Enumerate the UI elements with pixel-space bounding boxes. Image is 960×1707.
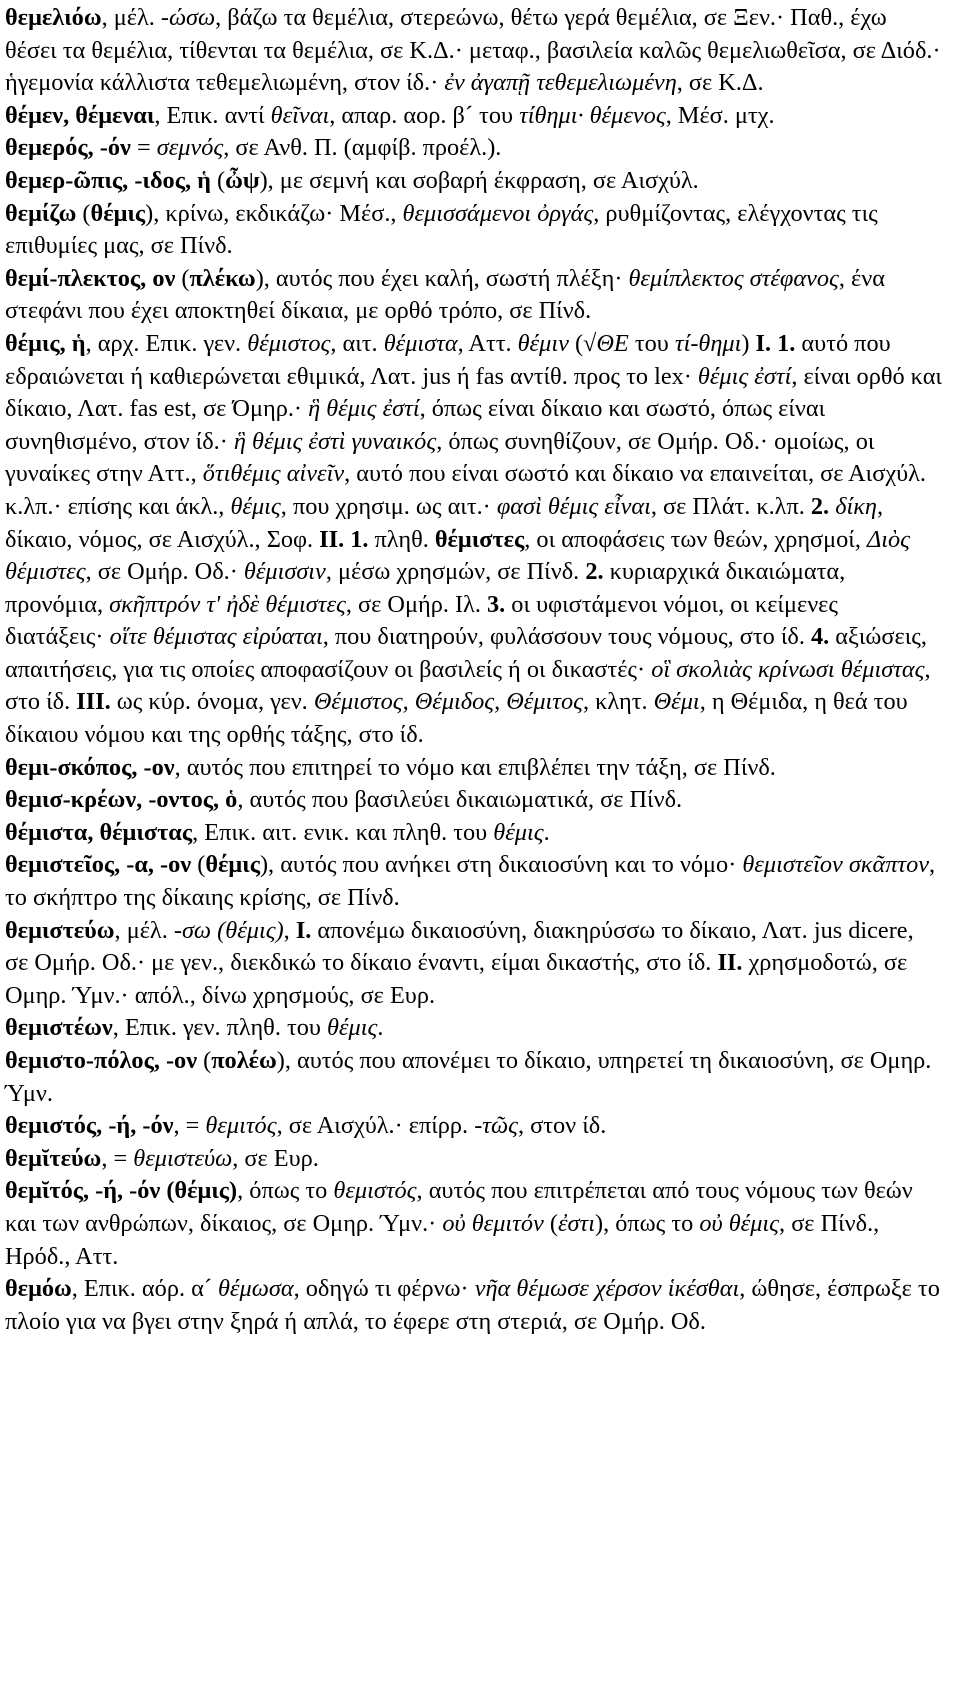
entry-text: , στο ίδ. — [5, 655, 931, 716]
entry-text: , = — [101, 1144, 134, 1172]
entry-text: κυριαρχικά δικαιώματα, προνόμια, — [5, 558, 846, 618]
entry-italic-text: θεμιστός — [333, 1177, 417, 1205]
entry-themis — [5, 328, 942, 752]
entry-text: , σε Πίνδ., Ηρόδ., Αττ. — [5, 1209, 880, 1270]
entry-text: , που χρησιμ. ως αιτ.· — [280, 492, 497, 520]
entry-headword-text: θέμις, ἡ — [5, 329, 86, 357]
entry-italic-text: ΘΕ — [596, 329, 629, 357]
entry-text: , σε Αισχύλ.· επίρρ. — [276, 1112, 475, 1140]
entry-headword-text: I. 1. — [755, 329, 796, 357]
entry-themisteios — [5, 849, 942, 914]
entry-italic-text: -τῶς — [474, 1112, 518, 1140]
entry-text: (√ — [568, 329, 597, 357]
entry-text: , μέλ. — [101, 4, 161, 31]
entry-text: , κλητ. — [583, 688, 654, 716]
entry-italic-text: -σω (θέμις) — [173, 916, 284, 944]
entry-text: , σε Ομήρ. Ιλ. — [345, 590, 487, 618]
entry-text: του — [628, 329, 675, 357]
entry-headword-text: I. — [295, 916, 312, 944]
entry-headword-text: θέμις — [205, 851, 260, 879]
entry-text: , όπως συνηθίζουν, σε Ομήρ. Οδ.· ομοίως, οι γυναίκες στην Αττ., — [5, 427, 875, 488]
entry-italic-text: θέμωσα — [217, 1275, 294, 1303]
entry-text: , που διατηρούν, φυλάσσουν τους νόμους, στο ίδ. — [322, 623, 811, 651]
entry-text: οι υφιστάμενοι νόμοι, οι κείμενες διατάξεις· — [5, 590, 838, 651]
entry-text: , οι αποφάσεις των θεών, χρησμοί, — [524, 525, 867, 553]
entry-headword-text: θεμῐτός, -ή, -όν (θέμις) — [5, 1177, 238, 1205]
entry-headword-text: II. — [717, 949, 743, 977]
entry-text: ( — [210, 166, 226, 194]
entry-text: ( — [175, 264, 190, 292]
entry-text: πληθ. — [368, 525, 435, 553]
entry-headword-text: θεμιστεῖος, -α, -ον — [5, 851, 192, 879]
entry-headword-text: θεμιστός, -ή, -όν — [5, 1112, 174, 1140]
entry-text: απονέμω δικαιοσύνη, διακηρύσσω το δίκαιο, Λατ. jus dicere, σε Ομήρ. Οδ.· με γεν., διεκδικώ το δίκαιο έναντι, είμαι δικαστής, στο ίδ. — [5, 916, 914, 977]
entry-headword-text: θεμιστο-πόλος, -ον — [5, 1047, 198, 1074]
entry-text: , Μέσ. μτχ. — [665, 101, 775, 129]
entry-italic-text: Θέμι — [653, 688, 700, 716]
entry-text: , σε Πλάτ. κ.λπ. — [650, 492, 811, 520]
entry-themeropis — [5, 165, 942, 198]
entry-themizo — [5, 198, 942, 263]
entry-headword-text: πολέω — [211, 1047, 277, 1074]
entry-text: , ένα στεφάνι που έχει αποκτηθεί δίκαια, με ορθό τρόπο, σε Πίνδ. — [5, 264, 885, 325]
entry-italic-text: θεῖναι — [270, 101, 330, 129]
entry-text: , η Θέμιδα, η θεά του δίκαιου νόμου και της ορθής τάξης, στο ίδ. — [5, 688, 908, 749]
entry-text: = — [130, 134, 157, 162]
entry-themiplektos — [5, 263, 942, 328]
entry-text: . — [543, 818, 550, 846]
entry-italic-text: θεμίπλεκτος στέφανος — [628, 264, 839, 292]
entry-italic-text: θέμισσιν — [243, 558, 326, 586]
entry-themiskreon — [5, 784, 942, 817]
entry-text: ), κρίνω, εκδικάζω· Μέσ., — [145, 199, 403, 227]
entry-italic-text: φασὶ θέμις εἶναι — [496, 492, 651, 520]
entry-italic-text: θέμις — [230, 492, 281, 520]
entry-italic-text: θέμις — [493, 818, 544, 846]
entry-italic-text: ἐστι — [557, 1209, 595, 1237]
entry-headword-text: ὦψ — [225, 166, 260, 194]
entry-themistopolos — [5, 1045, 942, 1110]
entry-text: , στον ίδ. — [518, 1112, 607, 1140]
entry-headword-text: θεμερ-ῶπις, -ιδος, ἡ — [5, 166, 211, 194]
entry-italic-text: οὐ θέμις — [699, 1209, 780, 1237]
entry-text: αξιώσεις, απαιτήσεις, για τις οποίες αποφασίζουν οι βασιλείς ή οι δικαστές· — [5, 623, 927, 683]
entry-italic-text: ὅτιθέμις αἰνεῖν — [202, 460, 345, 488]
entry-text: . — [377, 1014, 384, 1042]
entry-text: , αυτός που βασιλεύει δικαιωματικά, σε Πίνδ. — [237, 786, 683, 814]
entry-text: ) — [741, 329, 756, 357]
entry-text: ως κύρ. όνομα, γεν. — [110, 688, 314, 716]
entry-headword-text: θέμιστες — [434, 525, 525, 553]
entry-italic-text: -ώσω — [160, 4, 216, 31]
entry-italic-text: ἣ θέμις ἐστί — [308, 395, 420, 423]
entry-themelioo — [5, 2, 942, 100]
entry-themistos — [5, 1110, 942, 1143]
entry-headword-text: θεμιστεύω — [5, 916, 115, 944]
entry-themeros — [5, 132, 942, 165]
entry-themen — [5, 100, 942, 133]
entry-themiteuo — [5, 1143, 942, 1176]
entry-text: , όπως το — [237, 1177, 334, 1205]
entry-headword-text: θεμερός, -όν — [5, 134, 131, 162]
entry-italic-text: τίθημι· θέμενος — [519, 101, 666, 129]
entry-themiskopos — [5, 752, 942, 785]
entry-italic-text: σεμνός — [156, 134, 224, 162]
entry-text: ( — [197, 1047, 212, 1074]
entry-text: αυτό που εδραιώνεται ή καθιερώνεται εθιμικά, Λατ. jus ή fas αντίθ. προς το lex· — [5, 329, 891, 390]
entry-headword-text: II. 1. — [319, 525, 369, 553]
entry-text: ( — [76, 199, 91, 227]
entry-text: , είναι ορθό και δίκαιο, Λατ. fas est, σε Όμηρ.· — [5, 362, 942, 423]
entry-italic-text: Διὸς θέμιστες — [5, 525, 911, 586]
entry-headword-text: θεμελιόω — [5, 4, 102, 31]
entry-italic-text: θέμιστα — [383, 329, 458, 357]
entry-text: , αυτός που επιτηρεί το νόμο και επιβλέπει την τάξη, σε Πίνδ. — [174, 753, 776, 781]
entry-text: , Αττ. — [457, 329, 518, 357]
entry-italic-text: οἵτε θέμιστας εἰρύαται — [109, 623, 323, 651]
entry-italic-text: θεμιτός — [205, 1112, 277, 1140]
entry-themitos — [5, 1175, 942, 1273]
entry-text: , αιτ. — [330, 329, 384, 357]
entry-italic-text: σκῆπτρόν τ' ἠδὲ θέμιστες — [109, 590, 346, 618]
entry-themoo — [5, 1273, 942, 1338]
entry-italic-text: θεμισσάμενοι ὀργάς — [402, 199, 594, 227]
entry-italic-text: ἐν ἀγαπῇ τεθεμελιωμένη — [444, 69, 677, 97]
entry-text: ), όπως το — [595, 1209, 700, 1237]
entry-italic-text: θέμιν — [517, 329, 569, 357]
entry-italic-text: θέμις — [326, 1014, 378, 1042]
entry-text: , = — [173, 1112, 206, 1140]
entry-text: , σε Κ.Δ. — [676, 69, 764, 97]
entry-text: ), αυτός που ανήκει στη δικαιοσύνη και το νόμο· — [259, 851, 743, 879]
entry-text: , μέσω χρησμών, σε Πίνδ. — [325, 558, 586, 586]
entry-text: , σε Ανθ. Π. (αμφίβ. προέλ.). — [223, 134, 502, 162]
entry-themista — [5, 817, 942, 850]
entry-text: ), με σεμνή και σοβαρή έκφραση, σε Αισχύλ. — [259, 166, 699, 194]
entry-italic-text: νῆα θέμωσε χέρσον ἱκέσθαι — [474, 1275, 740, 1303]
entry-headword-text: θεμόω — [5, 1275, 72, 1303]
entry-italic-text: θεμιστεύω — [133, 1144, 233, 1172]
entry-headword-text: θεμιστέων — [5, 1014, 113, 1042]
entry-headword-text: θεμισ-κρέων, -οντος, ὁ — [5, 786, 238, 814]
entry-text: ), αυτός που απονέμει το δίκαιο, υπηρετεί τη δικαιοσύνη, σε Ομηρ. Ύμν. — [5, 1047, 932, 1107]
entry-italic-text: θέμιστος — [247, 329, 331, 357]
entry-italic-text: οὐ θεμιτόν — [442, 1209, 544, 1237]
entry-italic-text: ἣ θέμις ἐστὶ γυναικός — [233, 427, 437, 455]
entry-headword-text: θέμις — [90, 199, 146, 227]
entry-italic-text: οἳ σκολιὰς κρίνωσι θέμιστας — [651, 655, 925, 683]
entry-text: , όπως είναι δίκαιο και σωστό, όπως είναι συνηθισμένο, στον ίδ.· — [5, 395, 826, 455]
entry-text: , αυτός που επιτρέπεται από τους νόμους των θεών και των ανθρώπων, δίκαιος, σε Ομηρ. Ύμν.· — [5, 1177, 913, 1237]
entry-text: , — [283, 916, 296, 944]
entry-text: , απαρ. αορ. β´ του — [329, 101, 520, 129]
entry-themisteon — [5, 1012, 942, 1045]
entry-text: , μέλ. — [114, 916, 174, 944]
entry-headword-text: θέμιστα, θέμιστας — [5, 818, 193, 846]
entry-italic-text: δίκη — [835, 492, 877, 520]
entry-text: , Επικ. αντί — [154, 101, 271, 129]
entry-text: χρησμοδοτώ, σε Ομηρ. Ύμν.· απόλ., δίνω χρησμούς, σε Ευρ. — [5, 949, 908, 1009]
entry-text: , το σκήπτρο της δίκαιης κρίσης, σε Πίνδ. — [5, 851, 936, 912]
entry-text: ( — [191, 851, 206, 879]
entry-text: , βάζω τα θεμέλια, στερεώνω, θέτω γερά θεμέλια, σε Ξεν.· Παθ., έχω θέσει τα θεμέλια, τίθενται τα θεμέλια, σε Κ.Δ.· μεταφ., βασιλεία καλῶς θεμελιωθεῖσα, σε Διόδ.· ἡγεμονία κάλλιστα τεθεμελιωμένη, στον ίδ.· — [5, 4, 941, 97]
entry-italic-text: τί-θημι — [674, 329, 742, 357]
entry-text: , οδηγώ τι φέρνω· — [293, 1275, 475, 1303]
entry-text: ( — [543, 1209, 558, 1237]
entry-italic-text: θεμιστεῖον σκᾶπτον — [742, 851, 930, 879]
entry-text: ), αυτός που έχει καλή, σωστή πλέξη· — [255, 264, 629, 292]
entry-headword-text: πλέκω — [189, 264, 256, 292]
entry-text: , Επικ. αόρ. α´ — [71, 1275, 218, 1303]
entry-text: , δίκαιο, νόμος, σε Αισχύλ., Σοφ. — [5, 492, 884, 553]
entry-headword-text: III. — [76, 688, 111, 716]
entry-text: , σε Ευρ. — [232, 1144, 319, 1172]
entry-headword-text: 3. — [487, 590, 506, 618]
entry-text: , ώθησε, έσπρωξε το πλοίο για να βγει στην ξηρά ή απλά, το έφερε στη στεριά, σε Ομήρ. Οδ. — [5, 1275, 940, 1335]
entry-headword-text: 4. — [811, 623, 830, 651]
entry-headword-text: θεμί-πλεκτος, ον — [5, 264, 176, 292]
entry-text: , Επικ. γεν. πληθ. του — [112, 1014, 327, 1042]
entry-headword-text: 2. — [585, 558, 604, 586]
entry-headword-text: 2. — [810, 492, 830, 520]
entry-italic-text: θέμις ἐστί — [697, 362, 792, 390]
entry-headword-text: θεμῐτεύω — [5, 1144, 102, 1172]
entry-headword-text: θεμίζω — [5, 199, 77, 227]
entry-text: , αυτό που είναι σωστό και δίκαιο να επαινείται, σε Αισχύλ. κ.λπ.· επίσης και άκλ., — [5, 460, 926, 520]
entry-text: , ρυθμίζοντας, ελέγχοντας τις επιθυμίες μας, σε Πίνδ. — [5, 199, 878, 260]
entry-text: , Επικ. αιτ. ενικ. και πληθ. του — [192, 818, 494, 846]
entry-headword-text: θεμι-σκόπος, -ον — [5, 753, 175, 781]
entry-headword-text: θέμεν, θέμεναι — [5, 101, 155, 129]
entry-italic-text: Θέμιστος, Θέμιδος, Θέμιτος — [313, 688, 584, 716]
entry-themisteuo — [5, 915, 942, 1013]
entry-text: , αρχ. Επικ. γεν. — [85, 329, 248, 357]
entry-text: , σε Ομήρ. Οδ.· — [85, 558, 244, 586]
